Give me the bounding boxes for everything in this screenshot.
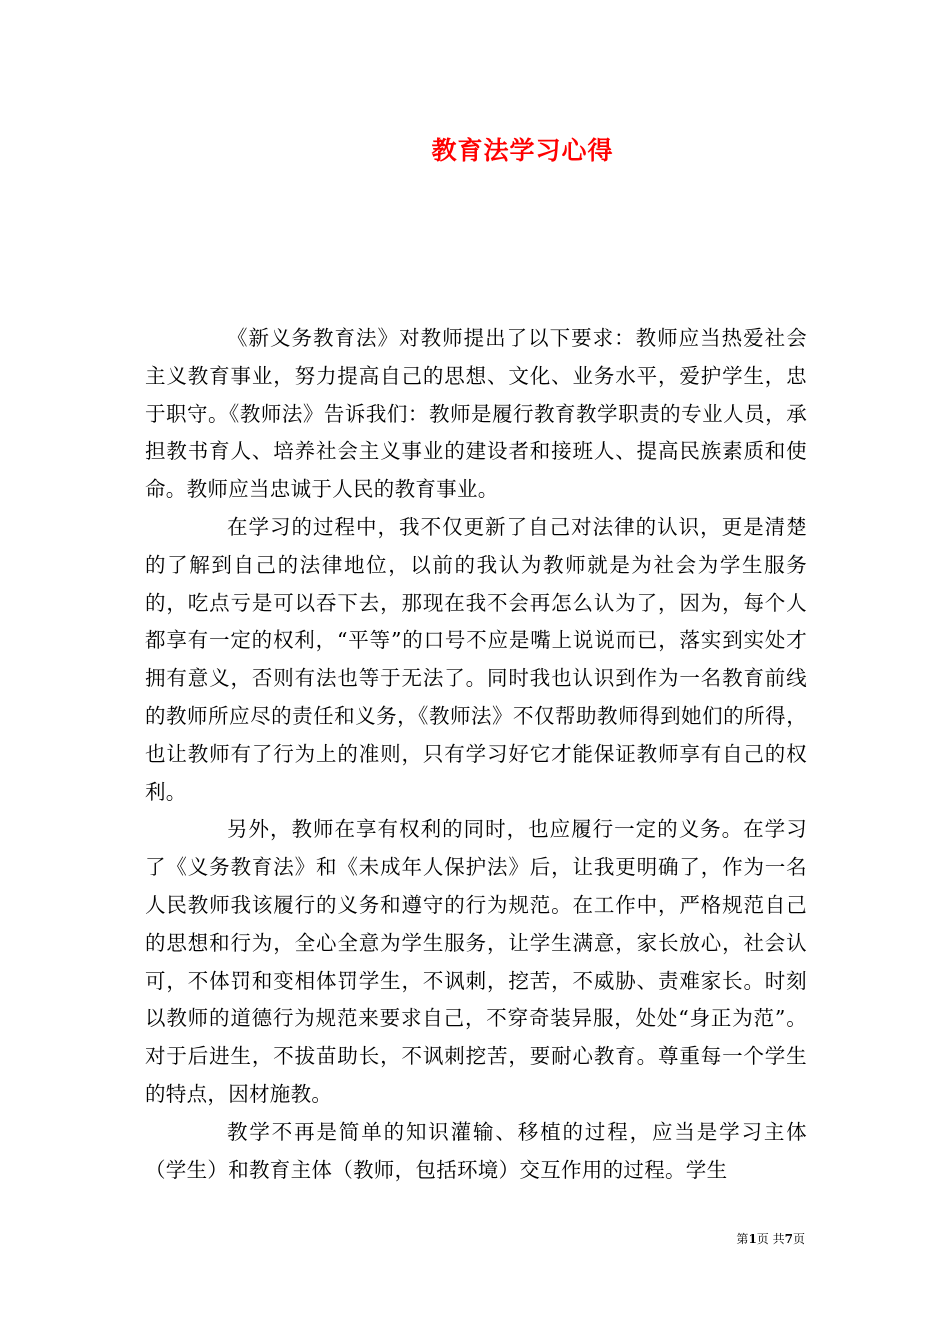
footer-suffix: 页: [792, 1232, 805, 1246]
document-title: 教育法学习心得: [431, 136, 614, 165]
paragraph-4: 教学不再是简单的知识灌输、移植的过程，应当是学习主体（学生）和教育主体（教师，包括环境）交互作用的过程。学生: [145, 1119, 807, 1182]
document-body: [145, 320, 807, 1189]
footer-prefix: 第: [736, 1232, 749, 1246]
page-footer: [736, 1231, 805, 1247]
footer-total-pages: 7: [784, 1232, 793, 1246]
paragraph-3: 另外，教师在享有权利的同时，也应履行一定的义务。在学习了《义务教育法》和《未成年人保护法》后，让我更明确了，作为一名人民教师我该履行的义务和遵守的行为规范。在工作中，严格规范自己的思想和行为，全心全意为学生服务，让学生满意，家长放心，社会认可，不体罚和变相体罚学生，不讽刺，挖苦，不威胁、责难家长。时刻以教师的道德行为规范来要求自己，不穿奇装异服，处处“身正为范”。对于后进生，不拔苗助长，不讽刺挖苦，要耐心教育。尊重每一个学生的特点，因材施教。: [145, 817, 807, 1106]
footer-middle: 页 共: [756, 1232, 785, 1246]
footer-page-number: 1: [748, 1232, 757, 1246]
paragraph-1: 《新义务教育法》对教师提出了以下要求：教师应当热爱社会主义教育事业，努力提高自己的思想、文化、业务水平，爱护学生，忠于职守。《教师法》告诉我们：教师是履行教育教学职责的专业人员，承担教书育人、培养社会主义事业的建设者和接班人、提高民族素质和使命。教师应当忠诚于人民的教育事业。: [145, 326, 807, 502]
paragraph-2: 在学习的过程中，我不仅更新了自己对法律的认识，更是清楚的了解到自己的法律地位，以前的我认为教师就是为社会为学生服务的，吃点亏是可以吞下去，那现在我不会再怎么认为了，因为，每个人都享有一定的权利，“平等”的口号不应是嘴上说说而已，落实到实处才拥有意义，否则有法也等于无法了。同时我也认识到作为一名教育前线的教师所应尽的责任和义务，《教师法》不仅帮助教师得到她们的所得，也让教师有了行为上的准则，只有学习好它才能保证教师享有自己的权利。: [145, 514, 807, 804]
